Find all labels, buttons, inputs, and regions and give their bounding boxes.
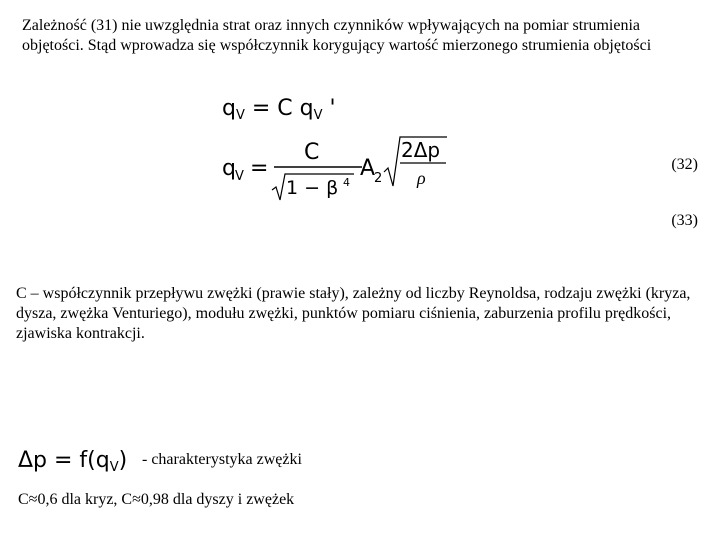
formula2-numerator: C bbox=[304, 140, 320, 165]
formula-characteristic bbox=[18, 448, 127, 475]
formula2-lhs: q bbox=[222, 156, 236, 181]
formula-prime: ' bbox=[322, 96, 336, 121]
equation-number-33: (33) bbox=[671, 212, 698, 229]
root-numerator: 2Δp bbox=[401, 138, 441, 162]
formula3-subscript: V bbox=[109, 460, 119, 475]
intro-paragraph: Zależność (31) nie uwzględnia strat oraz innych czynników wpływających na pomiar strumienia objętości. Stąd wprowadza się współczynnik korygujący wartość mierzonego strumienia objętości bbox=[22, 17, 652, 54]
formula2-exponent: 4 bbox=[343, 176, 350, 189]
formula-rhs-subscript: V bbox=[313, 108, 323, 123]
formula3-lhs: Δp = f(q bbox=[18, 448, 110, 473]
formula2-area-subscript: 2 bbox=[374, 171, 383, 186]
formula-volume-flow bbox=[222, 132, 462, 212]
formula2-denominator: 1 − β bbox=[286, 177, 339, 199]
formula2-area: A bbox=[360, 156, 376, 181]
formula2-equals: = bbox=[250, 156, 269, 181]
formula-lhs-subscript: V bbox=[235, 108, 245, 123]
formula2-lhs-subscript: V bbox=[235, 169, 244, 184]
root-denominator: ρ bbox=[417, 168, 426, 188]
formula-description: - charakterystyka zwężki bbox=[142, 451, 302, 468]
formula-lhs: q bbox=[222, 96, 236, 121]
formula3-rhs: ) bbox=[118, 448, 128, 473]
equation-number-32: (32) bbox=[671, 156, 698, 173]
formula-rhs: = C q bbox=[251, 96, 314, 121]
coefficient-values: C≈0,6 dla kryz, C≈0,98 dla dyszy i zwężek bbox=[18, 491, 295, 508]
definition-paragraph: C – współczynnik przepływu zwężki (prawie stały), zależny od liczby Reynoldsa, rodzaju zwężki (kryza, dysza, zwężka Venturiego), modułu zwężki, punktów pomiaru ciśnienia, zaburzenia profilu prędkości, zjawiska kontrakcji. bbox=[16, 285, 691, 342]
formula-flow-correction bbox=[222, 96, 336, 123]
